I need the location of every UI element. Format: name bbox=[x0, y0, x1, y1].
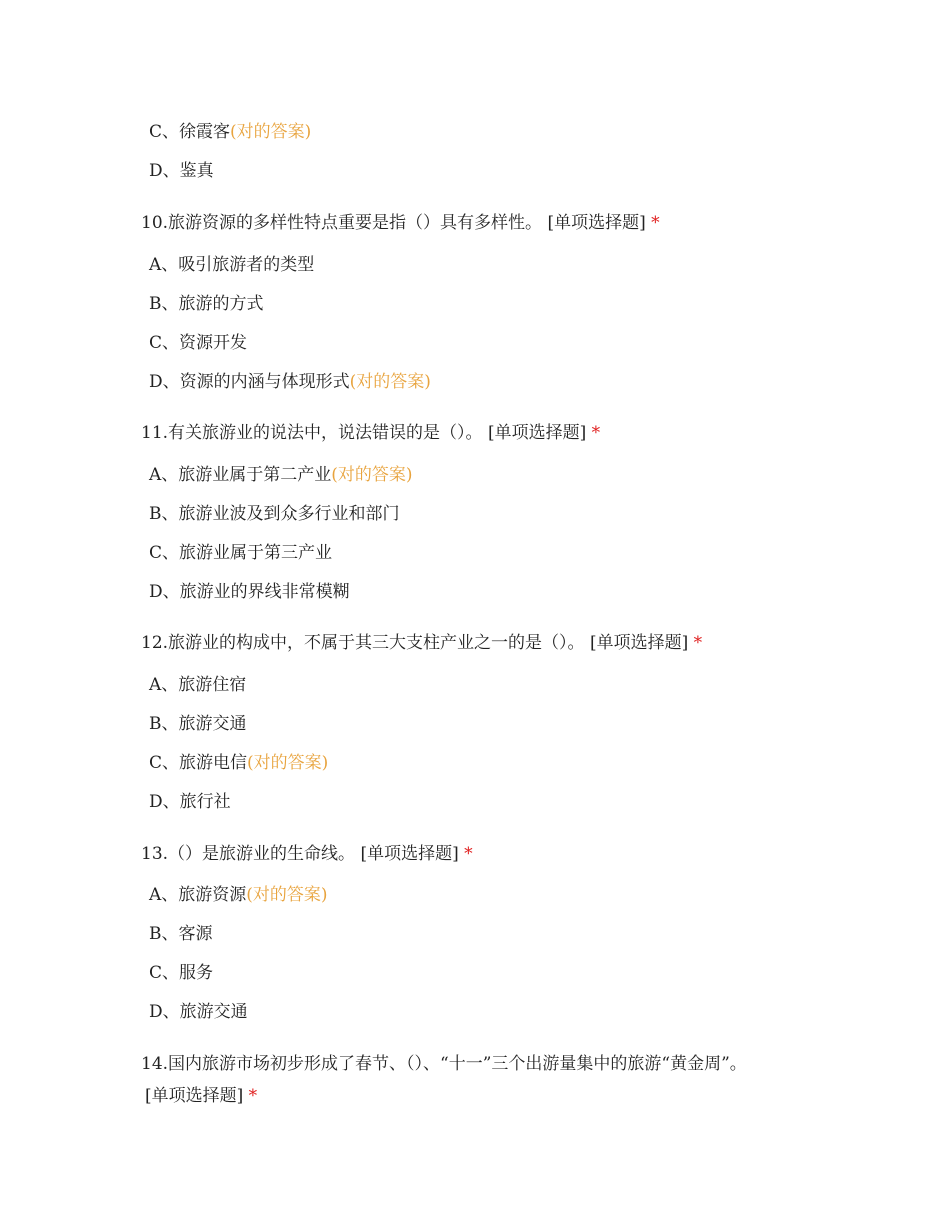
option-q12-c: C、旅游电信(对的答案) bbox=[149, 753, 329, 773]
option-q12-a: A、旅游住宿 bbox=[149, 675, 247, 695]
option-q10-c: C、资源开发 bbox=[149, 333, 248, 353]
correct-answer-mark: (对的答案) bbox=[247, 753, 329, 773]
option-q12-b: B、旅游交通 bbox=[149, 714, 247, 734]
question-type: [单项选择题] bbox=[487, 423, 587, 443]
required-mark: * bbox=[651, 213, 660, 233]
option-q12-d: D、旅行社 bbox=[149, 792, 231, 812]
option-q11-d: D、旅游业的界线非常模糊 bbox=[149, 582, 350, 602]
option-q10-a: A、吸引旅游者的类型 bbox=[149, 255, 315, 275]
question-type: [单项选择题] bbox=[360, 844, 459, 864]
question-type: [单项选择题] bbox=[589, 633, 689, 653]
question-title-14-cont bbox=[145, 1084, 257, 1108]
required-mark: * bbox=[464, 844, 473, 864]
question-type: [单项选择题] bbox=[145, 1086, 244, 1106]
option-q13-d: D、旅游交通 bbox=[149, 1002, 248, 1022]
question-type: [单项选择题] bbox=[547, 213, 646, 233]
required-mark: * bbox=[693, 633, 703, 653]
correct-answer-mark: (对的答案) bbox=[230, 122, 312, 142]
correct-answer-mark: (对的答案) bbox=[349, 372, 431, 392]
required-mark: * bbox=[591, 423, 601, 443]
correct-answer-mark: (对的答案) bbox=[246, 885, 328, 905]
question-title-14: 14.国内旅游市场初步形成了春节、（）、“十一”三个出游量集中的旅游“黄金周”。 bbox=[141, 1054, 747, 1074]
option-q11-c: C、旅游业属于第三产业 bbox=[149, 543, 333, 563]
question-title-12: 12.旅游业的构成中，不属于其三大支柱产业之一的是（）。 [单项选择题] * bbox=[141, 633, 703, 653]
option-q10-b: B、旅游的方式 bbox=[149, 294, 264, 314]
option-q13-c: C、服务 bbox=[149, 963, 214, 983]
correct-answer-mark: (对的答案) bbox=[331, 465, 413, 485]
option-q11-a: A、旅游业属于第二产业(对的答案) bbox=[149, 465, 413, 485]
question-title-13: 13.（）是旅游业的生命线。 [单项选择题] * bbox=[141, 844, 473, 864]
question-title-10: 10.旅游资源的多样性特点重要是指（）具有多样性。 [单项选择题] * bbox=[141, 213, 660, 233]
option-q10-d: D、资源的内涵与体现形式(对的答案) bbox=[149, 372, 431, 392]
option-q9-c: C、徐霞客(对的答案) bbox=[149, 122, 312, 142]
question-title-11: 11.有关旅游业的说法中，说法错误的是（）。 [单项选择题] * bbox=[141, 423, 601, 443]
option-q13-a: A、旅游资源(对的答案) bbox=[149, 885, 328, 905]
required-mark: * bbox=[248, 1086, 258, 1106]
option-q11-b: B、旅游业波及到众多行业和部门 bbox=[149, 504, 400, 524]
option-q13-b: B、客源 bbox=[149, 924, 213, 944]
option-q9-d: D、鉴真 bbox=[149, 161, 214, 181]
